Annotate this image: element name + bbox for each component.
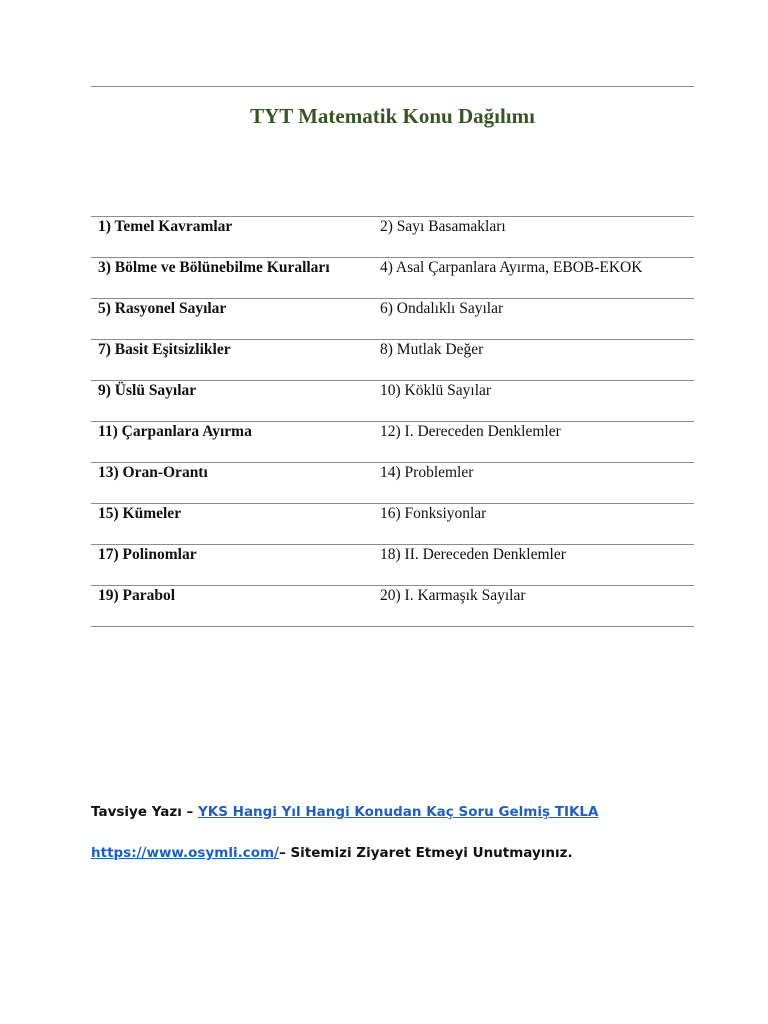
site-suffix: – Sitemizi Ziyaret Etmeyi Unutmayınız. [279,845,573,861]
site-link[interactable]: https://www.osymli.com/ [91,845,279,861]
table-row [91,422,694,463]
topic-cell-left: 9) Üslü Sayılar [91,381,373,422]
table-row [91,463,694,504]
table-row [91,504,694,545]
table-row [91,381,694,422]
topic-cell-left: 5) Rasyonel Sayılar [91,299,373,340]
topic-cell-left: 11) Çarpanlara Ayırma [91,422,373,463]
topic-cell-right: 18) II. Dereceden Denklemler [373,545,694,586]
topic-cell-right: 2) Sayı Basamakları [373,217,694,258]
recommendation-link[interactable]: YKS Hangi Yıl Hangi Konudan Kaç Soru Gelmiş TIKLA [197,804,599,820]
page-title: TYT Matematik Konu Dağılımı [250,104,535,128]
topic-cell-left: 13) Oran-Orantı [91,463,373,504]
topic-cell-left: 3) Bölme ve Bölünebilme Kuralları [91,258,373,299]
topic-cell-left: 1) Temel Kavramlar [91,217,373,258]
topic-cell-left: 19) Parabol [91,586,373,627]
topic-cell-right: 10) Köklü Sayılar [373,381,694,422]
topic-cell-right: 12) I. Dereceden Denklemler [373,422,694,463]
topic-cell-right: 14) Problemler [373,463,694,504]
table-row [91,586,694,627]
table-row [91,258,694,299]
topic-cell-right: 4) Asal Çarpanlara Ayırma, EBOB-EKOK [373,258,694,299]
topic-table [91,216,694,627]
topic-cell-right: 6) Ondalıklı Sayılar [373,299,694,340]
table-row [91,545,694,586]
recommendation-line [91,804,598,820]
table-row [91,299,694,340]
topic-cell-right: 20) I. Karmaşık Sayılar [373,586,694,627]
recommendation-prefix: Tavsiye Yazı – [91,804,198,820]
topic-cell-right: 8) Mutlak Değer [373,340,694,381]
topic-cell-left: 7) Basit Eşitsizlikler [91,340,373,381]
topic-cell-right: 16) Fonksiyonlar [373,504,694,545]
topic-cell-left: 15) Kümeler [91,504,373,545]
topic-cell-left: 17) Polinomlar [91,545,373,586]
top-divider [91,86,694,87]
table-row [91,217,694,258]
table-row [91,340,694,381]
site-line [91,845,573,861]
